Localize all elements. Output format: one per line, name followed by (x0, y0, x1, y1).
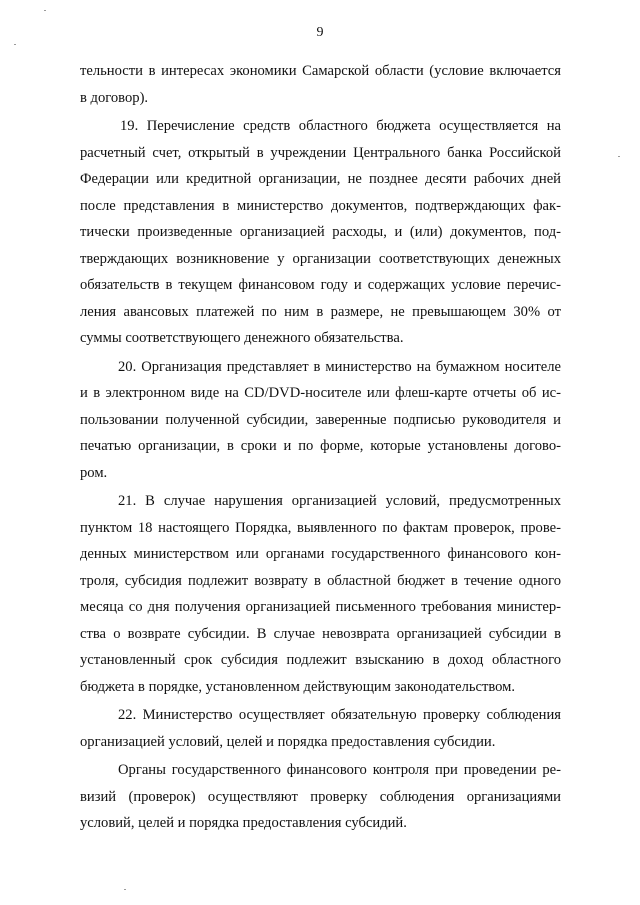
text-line: в договор). (80, 89, 149, 106)
text-line: и в электронном виде на CD/DVD-носителе или флеш-карте отчеты об ис- (80, 385, 561, 401)
paragraph-19 (80, 113, 561, 352)
text-line: визий (проверок) осуществляют проверку соблюдения организациями (80, 788, 561, 805)
text-line: Органы государственного финансового контроля при проведении ре- (118, 762, 561, 778)
paragraph-22 (80, 702, 561, 755)
text-line: тически произведенные организацией расходы, и (или) документов, под- (80, 224, 561, 240)
text-line: Федерации или кредитной организации, не позднее десяти рабочих дней (80, 171, 561, 187)
text-line: 21. В случае нарушения организацией условий, предусмотренных (118, 493, 561, 509)
document-body (80, 58, 561, 837)
text-line: денных министерством или органами государственного финансового кон- (80, 546, 561, 562)
text-line: установленный срок субсидия подлежит взысканию в доход областного (80, 652, 561, 668)
text-line: месяца со дня получения организацией письменного требования министер- (80, 599, 561, 615)
text-line: бюджета в порядке, установленном действующим законодательством. (80, 678, 516, 695)
page-number: 9 (316, 25, 324, 40)
text-line: ления авансовых платежей по ним в размере, не превышающем 30% от (80, 303, 561, 320)
paragraph-control-bodies (80, 757, 561, 837)
text-line: печатью организации, в сроки и по форме, которые установлены догово- (80, 438, 561, 454)
text-line: тельности в интересах экономики Самарской области (условие включается (80, 63, 561, 79)
text-line: 20. Организация представляет в министерство на бумажном носителе (118, 358, 561, 375)
text-line: расчетный счет, открытый в учреждении Центрального банка Российской (80, 144, 561, 161)
text-line: условий, целей и порядка предоставления субсидий. (80, 815, 407, 831)
text-line: тверждающих возникновение у организации соответствующих денежных (80, 250, 561, 267)
paragraph-20 (80, 354, 561, 487)
scan-speck (14, 44, 16, 45)
text-line: пользовании полученной субсидии, заверенные подписью руководителя и (80, 411, 561, 428)
paragraph-21 (80, 488, 561, 700)
scan-speck (124, 889, 126, 890)
text-line: 22. Министерство осуществляет обязательную проверку соблюдения (118, 707, 561, 723)
scan-speck (44, 10, 46, 11)
scan-speck (618, 156, 620, 157)
paragraph-continuation (80, 58, 561, 111)
text-line: пунктом 18 настоящего Порядка, выявленного по фактам проверок, прове- (80, 519, 561, 536)
text-line: суммы соответствующего денежного обязательства. (80, 330, 404, 346)
text-line: ром. (80, 464, 108, 481)
text-line: 19. Перечисление средств областного бюджета осуществляется на (120, 118, 561, 134)
text-line: ства о возврате субсидии. В случае невозврата организацией субсидии в (80, 625, 561, 642)
text-line: после представления в министерство документов, подтверждающих фак- (80, 197, 561, 214)
text-line: организацией условий, целей и порядка предоставления субсидии. (80, 733, 496, 750)
text-line: троля, субсидия подлежит возврату в областной бюджет в течение одного (80, 572, 561, 589)
text-line: обязательств в текущем финансовом году и содержащих условие перечис- (80, 277, 561, 293)
